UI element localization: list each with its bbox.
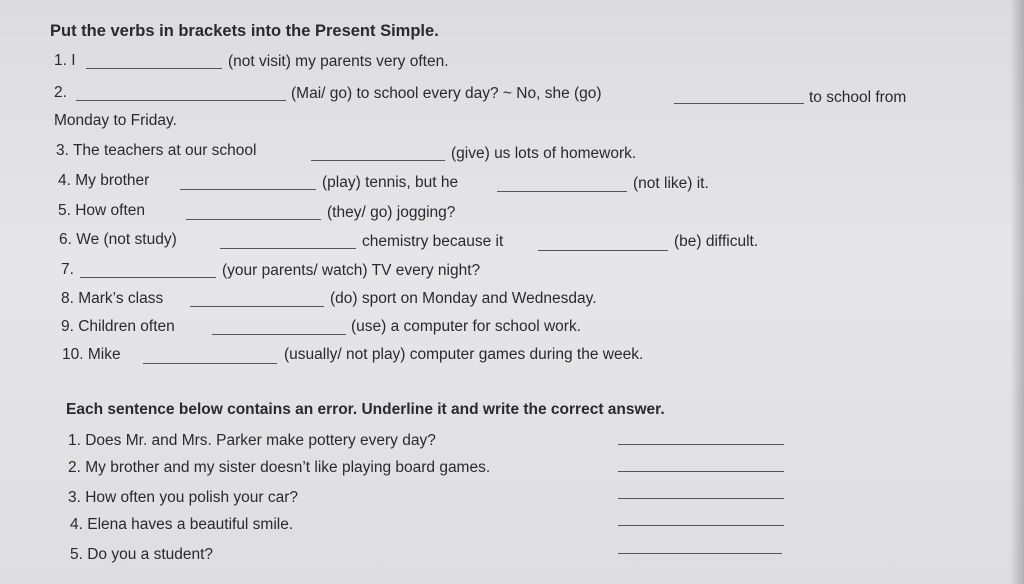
exercise-2-text: (Mai/ go) to school every day? ~ No, she (go) — [291, 85, 602, 102]
exercise-9-number: 9. Children often — [61, 318, 175, 335]
answer-blank-3[interactable] — [618, 498, 784, 499]
exercise-8-blank[interactable] — [190, 306, 324, 307]
error-sentence-5: 5. Do you a student? — [70, 546, 214, 563]
exercise-4-text: (play) tennis, but he — [322, 174, 459, 191]
exercise-10-number: 10. Mike — [62, 346, 121, 363]
exercise-5-number: 5. How often — [58, 202, 146, 219]
section1-heading: Put the verbs in brackets into the Present Simple. — [50, 22, 439, 40]
exercise-2-blank-2[interactable] — [674, 103, 804, 104]
exercise-7-blank[interactable] — [80, 277, 216, 278]
exercise-10-text: (usually/ not play) computer games during the week. — [284, 346, 644, 363]
exercise-7-text: (your parents/ watch) TV every night? — [222, 262, 481, 279]
exercise-6-blank-1[interactable] — [220, 248, 356, 249]
exercise-1-blank[interactable] — [86, 68, 222, 69]
exercise-2-continuation: Monday to Friday. — [54, 112, 177, 129]
exercise-7-number: 7. — [61, 261, 74, 278]
answer-blank-5[interactable] — [618, 553, 782, 554]
exercise-4-blank-1[interactable] — [180, 189, 316, 190]
exercise-5-text: (they/ go) jogging? — [327, 204, 456, 221]
exercise-3-text: (give) us lots of homework. — [451, 145, 637, 162]
error-sentence-2: 2. My brother and my sister doesn’t like playing board games. — [68, 459, 491, 476]
exercise-6-number: 6. We (not study) — [59, 231, 177, 248]
exercise-8-text: (do) sport on Monday and Wednesday. — [330, 290, 597, 307]
exercise-9-text: (use) a computer for school work. — [351, 318, 582, 335]
page-edge-shadow — [1010, 0, 1024, 584]
exercise-3-number: 3. The teachers at our school — [56, 142, 257, 159]
exercise-6-text: chemistry because it — [362, 233, 504, 250]
exercise-10-blank[interactable] — [143, 363, 277, 364]
exercise-5-blank[interactable] — [186, 219, 321, 220]
exercise-4-number: 4. My brother — [58, 172, 150, 189]
exercise-2-number: 2. — [54, 84, 67, 101]
answer-blank-4[interactable] — [618, 525, 784, 526]
answer-blank-2[interactable] — [618, 471, 784, 472]
exercise-8-number: 8. Mark’s class — [61, 290, 164, 307]
exercise-1-text: (not visit) my parents very often. — [228, 53, 449, 70]
exercise-1-number: 1. I — [54, 52, 76, 69]
exercise-9-blank[interactable] — [212, 334, 346, 335]
exercise-6-text-end: (be) difficult. — [674, 233, 759, 250]
section2-heading: Each sentence below contains an error. Underline it and write the correct answer. — [66, 401, 665, 418]
exercise-4-blank-2[interactable] — [497, 191, 627, 192]
exercise-6-blank-2[interactable] — [538, 250, 668, 251]
error-sentence-4: 4. Elena haves a beautiful smile. — [70, 516, 294, 533]
error-sentence-3: 3. How often you polish your car? — [68, 489, 299, 506]
exercise-4-text-end: (not like) it. — [633, 175, 709, 192]
error-sentence-1: 1. Does Mr. and Mrs. Parker make pottery every day? — [68, 432, 436, 449]
exercise-2-blank-1[interactable] — [76, 100, 286, 101]
exercise-3-blank[interactable] — [311, 160, 445, 161]
exercise-2-text-end: to school from — [809, 89, 907, 106]
answer-blank-1[interactable] — [618, 444, 784, 445]
